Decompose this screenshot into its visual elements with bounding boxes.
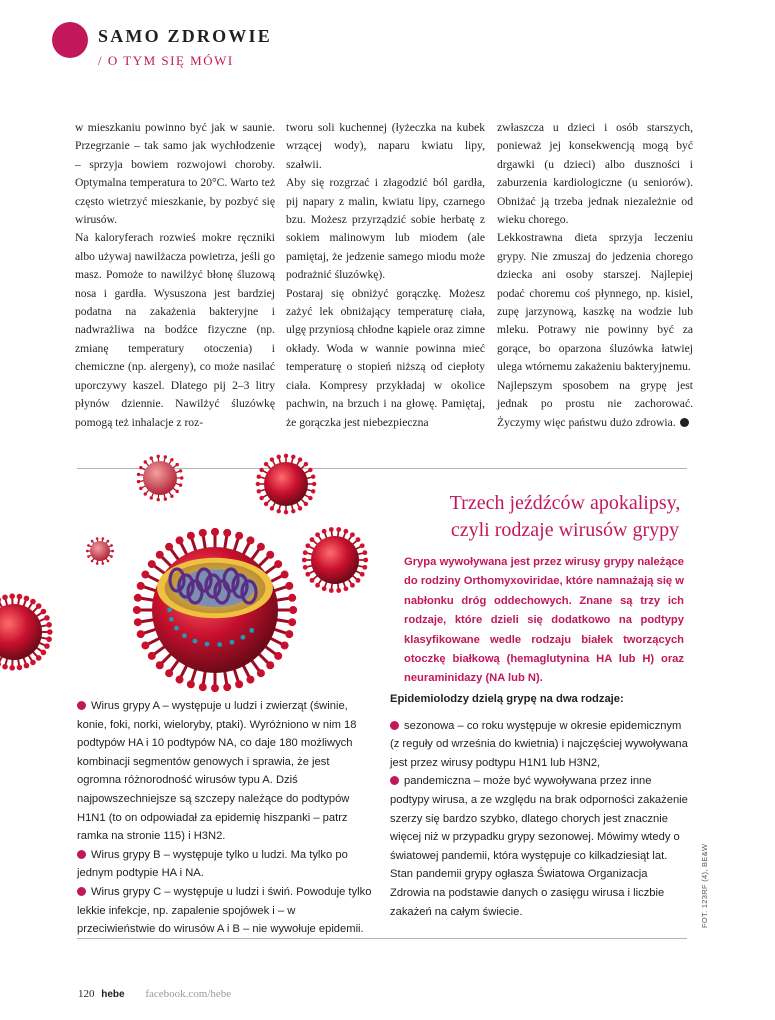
page-footer bbox=[78, 988, 231, 1000]
photo-credit: FOT. 123RF (4), BE&W bbox=[700, 843, 709, 928]
virus-small-1 bbox=[137, 455, 184, 502]
virus-types-list bbox=[77, 697, 375, 939]
bullet-icon bbox=[77, 701, 86, 710]
list-item-text: Wirus grypy C – występuje u ludzi i świń. Powoduje tylko lekkie infekcje, np. zapalenie spojówek i – w przeciwieństwie do wirusów A i B – nie wywołuje epidemii. bbox=[77, 885, 372, 936]
box-lead: Grypa wywoływana jest przez wirusy grypy należące do rodziny Orthomyxoviridae, które namnażają się w nabłonku dróg oddechowych. Znane są trzy ich rodzaje, które dzieli się dodatkowo na podtypy klasyfikowane wedle rodzaju białek tworzących otoczkę białkową (hemaglutynina HA lub H) oraz neuraminidazy (NA lub N). bbox=[404, 556, 684, 685]
paragraph: w mieszkaniu powinno być jak w saunie. Przegrzanie – tak samo jak wychłodzenie – sprzyja bowiem rozwojowi choroby. Optymalna temperatura to 20°C. Warto też często wietrzyć mieszkanie, by pozbyć się wirusów. bbox=[75, 121, 275, 227]
list-item bbox=[390, 772, 688, 921]
section-title: SAMO ZDROWIE bbox=[98, 26, 272, 46]
paragraph: Postaraj się obniżyć gorączkę. Możesz zażyć lek obniżający temperaturę ciała, ulgę przyniosą chłodne kąpiele oraz zimne okłady. Woda w wannie powinna mieć temperaturę o stopień niższą od ciepłoty ciała. Kompresy przykładaj w okolice pachwin, na brzuch i na głowę. Pamiętaj, że gorączka jest niebezpieczna bbox=[286, 286, 485, 429]
paragraph bbox=[497, 377, 693, 432]
article-column-3 bbox=[497, 119, 693, 432]
list-heading: Epidemiolodzy dzielą grypę na dwa rodzaje: bbox=[390, 693, 624, 705]
virus-small-4 bbox=[302, 527, 368, 593]
list-item-text: Wirus grypy B – występuje tylko u ludzi. Ma tylko po jednym podtypie HA i NA. bbox=[77, 848, 348, 880]
virus-small-5 bbox=[0, 593, 53, 670]
section-subtitle: / O TYM SIĘ MÓWI bbox=[98, 53, 234, 68]
paragraph: Aby się rozgrzać i złagodzić ból gardła, pij napary z malin, kwiatu lipy, czarnego bzu. Możesz przyrządzić sobie herbatę z sokiem malinowym lub miodem (ale pamiętaj, że jedzenie samego miodu może podrażnić śluzówkę). bbox=[286, 176, 485, 282]
facebook-link[interactable]: facebook.com/hebe bbox=[145, 988, 232, 1000]
brand-logo: hebe bbox=[101, 989, 125, 1000]
list-item bbox=[390, 717, 688, 773]
paragraph: tworu soli kuchennej (łyżeczka na kubek wrzącej wody), naparu kwiatu lipy, szałwii. bbox=[286, 121, 485, 171]
box-title-line-2: czyli rodzaje wirusów grypy bbox=[450, 519, 680, 541]
list-item bbox=[77, 883, 375, 939]
paragraph: Na kaloryferach rozwieś mokre ręczniki albo używaj nawilżacza powietrza, jeśli go masz. Pomoże to nawilżyć błonę śluzową nosa i gardła. Wysuszona jest bardziej podatna na zakażenia bakteryjne i nadwrażliwa na bodźce fizyczne (np. zmianę temperatury otoczenia) i chemiczne (np. alergeny), co może nasilać uporczywy kaszel. Dlatego pij 2–3 litry płynów dziennie. Nawilżyć śluzówkę pomogą też inhalacje z roz- bbox=[75, 231, 275, 429]
virus-small-2 bbox=[256, 454, 317, 515]
bullet-icon bbox=[390, 776, 399, 785]
list-item-text: pandemiczna – może być wywoływana przez inne podtypy wirusa, a ze względu na brak odporności zakażenie szerzy się bardzo szybko, dlatego chorych jest znacznie więcej niż w przypadku grypy sezonowej. Mówimy wtedy o światowej pandemii, która występuje co kilkadziesiąt lat. Stan pandemii grypy ogłasza Światowa Organizacja Zdrowia na podstawie danych o zasięgu wirusa i liczbie zakażeń na całym świecie. bbox=[390, 775, 688, 918]
box-title bbox=[400, 490, 730, 544]
paragraph: Lekkostrawna dieta sprzyja leczeniu grypy. Nie zmuszaj do jedzenia chorego dziecka ani osoby starszej. Najlepiej podać choremu coś płynnego, np. kisiel, zupę jarzynową, kaszkę na wodzie lub mleku. Potrawy nie powinny być za gorące, bo oparzona śluzówka łatwiej ulega wtórnemu zakażeniu bakteryjnemu. bbox=[497, 231, 693, 374]
section-dot bbox=[52, 22, 88, 58]
box-title-line-1: Trzech jeźdźców apokalipsy, bbox=[449, 492, 681, 514]
page-number: 120 bbox=[78, 988, 95, 1000]
list-item bbox=[77, 846, 375, 883]
list-item-text: Wirus grypy A – występuje u ludzi i zwierząt (świnie, konie, foki, norki, wieloryby, ptaki). Wyróżniono w nim 18 podtypów HA i 10 podtypów NA, co daje 180 możliwych kombinacji segmentów genowych i sprawia, że jest ogromna różnorodność wirusów typu A. Dziś najpowszechniejsze są szczepy należące do podtypów H1N1 (to on odpowiadał za epidemię hiszpanki – patrz ramka na stronie 115) i H3N2. bbox=[77, 700, 357, 843]
end-of-article-mark bbox=[680, 418, 689, 427]
virus-main bbox=[133, 528, 297, 692]
virus-small-3 bbox=[86, 537, 114, 565]
bullet-icon bbox=[390, 721, 399, 730]
article-column-2 bbox=[286, 119, 485, 432]
paragraph-text: Najlepszym sposobem na grypę jest jednak po prostu nie zachorować. Życzymy więc państwu dużo zdrowia. bbox=[497, 378, 693, 429]
article-column-1 bbox=[75, 119, 275, 432]
bullet-icon bbox=[77, 850, 86, 859]
list-item-text: sezonowa – co roku występuje w okresie epidemicznym (z reguły od września do kwietnia) i najczęściej wywoływana jest przez wirusy podtypu H1N1 lub H3N2, bbox=[390, 719, 688, 769]
bullet-icon bbox=[77, 887, 86, 896]
virus-illustration bbox=[0, 450, 400, 695]
flu-kinds-list bbox=[390, 690, 688, 921]
paragraph: zwłaszcza u dzieci i osób starszych, ponieważ jej konsekwencją mogą być drgawki (u dzieci) albo duszności i zaburzenia kardiologiczne (u seniorów). Obniżać ją trzeba jednak niezależnie od wieku chorego. bbox=[497, 121, 693, 227]
list-item bbox=[77, 697, 375, 846]
